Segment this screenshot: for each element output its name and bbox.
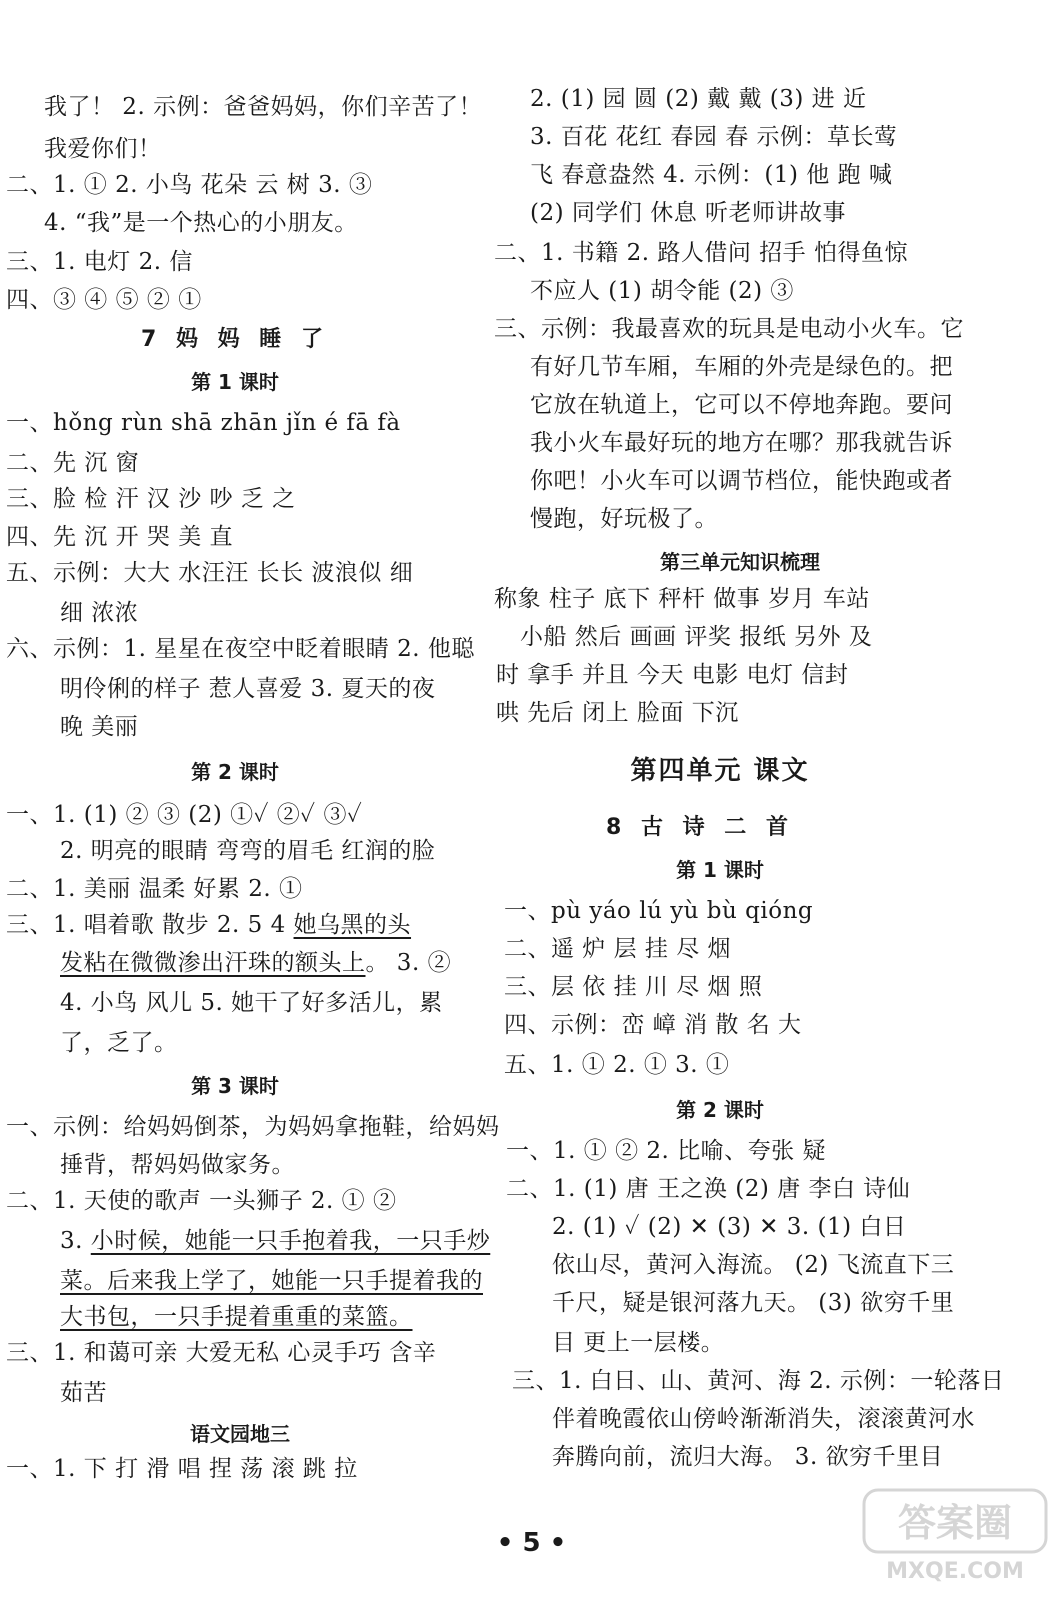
underlined-answer: 大书包，一只手提着重重的菜篮。: [60, 1304, 413, 1330]
text-line: 2. (1) ✓ (2) ✕ (3) ✕ 3. (1) 白日: [552, 1214, 907, 1240]
text-line: 千尺，疑是银河落九天。 (3) 欲穷千里: [552, 1290, 955, 1316]
text-line: 五、示例：大大 水汪汪 长长 波浪似 细: [6, 560, 414, 586]
lesson-title: 7 妈 妈 睡 了: [141, 327, 329, 352]
text-line: 二、1. (1) 唐 王之涣 (2) 唐 李白 诗仙: [506, 1176, 911, 1202]
text-line: 三、1. 电灯 2. 信: [6, 249, 193, 275]
period-heading: 第 3 课时: [191, 1074, 279, 1098]
text-line: 不应人 (1) 胡令能 (2) ③: [530, 278, 794, 304]
text-line: 二、1. ① 2. 小鸟 花朵 云 树 3. ③: [6, 172, 373, 198]
watermark-url: MXQE.COM: [886, 1559, 1024, 1584]
underlined-answer: 发粘在微微渗出汗珠的额头上: [60, 950, 366, 976]
text-line: 三、脸 检 汗 汉 沙 吵 乏 之: [6, 486, 296, 512]
page-number: • 5 •: [496, 1528, 567, 1558]
text-line: 三、1. 和蔼可亲 大爱无私 心灵手巧 含辛: [6, 1340, 437, 1366]
text-line: 飞 春意盎然 4. 示例：(1) 他 跑 喊: [530, 162, 893, 188]
text-line: 称象 柱子 底下 秤杆 做事 岁月 车站: [494, 586, 870, 612]
text-line: 奔腾向前，流归大海。 3. 欲穷千里目: [552, 1444, 944, 1470]
text-line: 一、示例：给妈妈倒茶，为妈妈拿拖鞋，给妈妈: [6, 1114, 500, 1140]
text-line: 4. 小鸟 风儿 5. 她干了好多活儿，累: [60, 990, 443, 1016]
text-line: 四、先 沉 开 哭 美 直: [6, 524, 234, 550]
period-heading: 第 2 课时: [676, 1098, 764, 1122]
period-heading: 第 1 课时: [191, 370, 279, 394]
text-line: 明伶俐的样子 惹人喜爱 3. 夏天的夜: [60, 676, 436, 702]
text-line: 我爱你们！: [44, 136, 162, 162]
text-line: 慢跑，好玩极了。: [530, 506, 718, 532]
text-line: 我了！ 2. 示例：爸爸妈妈，你们辛苦了！: [44, 94, 483, 120]
section-heading: 语文园地三: [190, 1422, 290, 1446]
text-line: 依山尽，黄河入海流。 (2) 飞流直下三: [552, 1252, 955, 1278]
text-line: 捶背，帮妈妈做家务。: [60, 1152, 295, 1178]
text-line: 时 拿手 并且 今天 电影 电灯 信封: [496, 662, 849, 688]
lesson-title: 8 古 诗 二 首: [606, 815, 794, 840]
text-line: 哄 先后 闭上 脸面 下沉: [496, 700, 739, 726]
text-line: 二、1. 书籍 2. 路人借问 招手 怕得鱼惊: [494, 240, 908, 266]
watermark-text: 答案圈: [897, 1501, 1013, 1545]
text-line: 六、示例：1. 星星在夜空中眨着眼睛 2. 他聪: [6, 636, 475, 662]
text-line: [60, 1302, 413, 1332]
text-line: 二、先 沉 窗: [6, 450, 140, 476]
text-line: [6, 910, 411, 940]
text-line: 了，乏了。: [60, 1030, 178, 1056]
underlined-answer: 小时候，她能一只手抱着我，一只手炒: [90, 1228, 491, 1254]
text-line: (2) 同学们 休息 听老师讲故事: [530, 200, 847, 226]
text-line: 一、pù yáo lú yù bù qióng: [504, 898, 814, 924]
text-line: [60, 1226, 490, 1256]
underlined-answer: 菜。后来我上学了，她能一只手提着我的: [60, 1268, 483, 1294]
period-heading: 第 1 课时: [676, 858, 764, 882]
text-line: 四、③ ④ ⑤ ② ①: [6, 287, 202, 313]
period-heading: 第 2 课时: [191, 760, 279, 784]
text-line: [60, 948, 451, 978]
text-line: 三、层 依 挂 川 尽 烟 照: [504, 974, 763, 1000]
text-line: 三、1. 白日、山、黄河、海 2. 示例：一轮落日: [512, 1368, 1005, 1394]
text-line: 一、1. (1) ② ③ (2) ①✓ ②✓ ③✓: [6, 802, 363, 828]
text-line: 一、hǒng rùn shā zhān jǐn é fā fà: [6, 410, 401, 436]
text-line: 二、遥 炉 层 挂 尽 烟: [504, 936, 732, 962]
text-line: 3. 百花 花红 春园 春 示例：草长莺: [530, 124, 898, 150]
text-line: 一、1. ① ② 2. 比喻、夸张 疑: [506, 1138, 826, 1164]
text-line: 有好几节车厢，车厢的外壳是绿色的。把: [530, 354, 953, 380]
text-line: 三、示例：我最喜欢的玩具是电动小火车。它: [494, 316, 964, 342]
watermark-logo: [860, 1486, 1050, 1586]
text-line: 我小火车最好玩的地方在哪？那我就告诉: [530, 430, 953, 456]
section-heading: 第三单元知识梳理: [660, 550, 820, 574]
text-line: 细 浓浓: [60, 600, 139, 626]
text-segment: 。 3. ②: [365, 950, 452, 976]
text-line: 2. 明亮的眼睛 弯弯的眉毛 红润的脸: [60, 838, 436, 864]
text-line: 伴着晚霞依山傍岭渐渐消失，滚滚黄河水: [552, 1406, 975, 1432]
text-line: 它放在轨道上，它可以不停地奔跑。要问: [530, 392, 953, 418]
text-line: 目 更上一层楼。: [552, 1330, 725, 1356]
underlined-answer: 她乌黑的头: [293, 912, 412, 938]
text-line: 二、1. 天使的歌声 一头狮子 2. ① ②: [6, 1188, 397, 1214]
text-line: 2. (1) 园 圆 (2) 戴 戴 (3) 进 近: [530, 86, 867, 112]
text-line: 4. “我”是一个热心的小朋友。: [44, 210, 358, 236]
text-line: 你吧！小火车可以调节档位，能快跑或者: [530, 468, 953, 494]
text-line: 一、1. 下 打 滑 唱 捏 荡 滚 跳 拉: [6, 1456, 358, 1482]
text-line: 五、1. ① 2. ① 3. ①: [504, 1052, 730, 1078]
text-line: [60, 1266, 483, 1296]
text-line: 四、示例：峦 嶂 消 散 名 大: [504, 1012, 802, 1038]
text-line: 二、1. 美丽 温柔 好累 2. ①: [6, 876, 303, 902]
text-line: 小船 然后 画画 评奖 报纸 另外 及: [520, 624, 873, 650]
unit-heading: 第四单元 课文: [630, 756, 810, 786]
text-line: 茹苦: [60, 1380, 107, 1406]
text-line: 晚 美丽: [60, 714, 139, 740]
text-segment: 3.: [60, 1228, 91, 1254]
text-segment: 三、1. 唱着歌 散步 2. 5 4: [6, 912, 294, 938]
